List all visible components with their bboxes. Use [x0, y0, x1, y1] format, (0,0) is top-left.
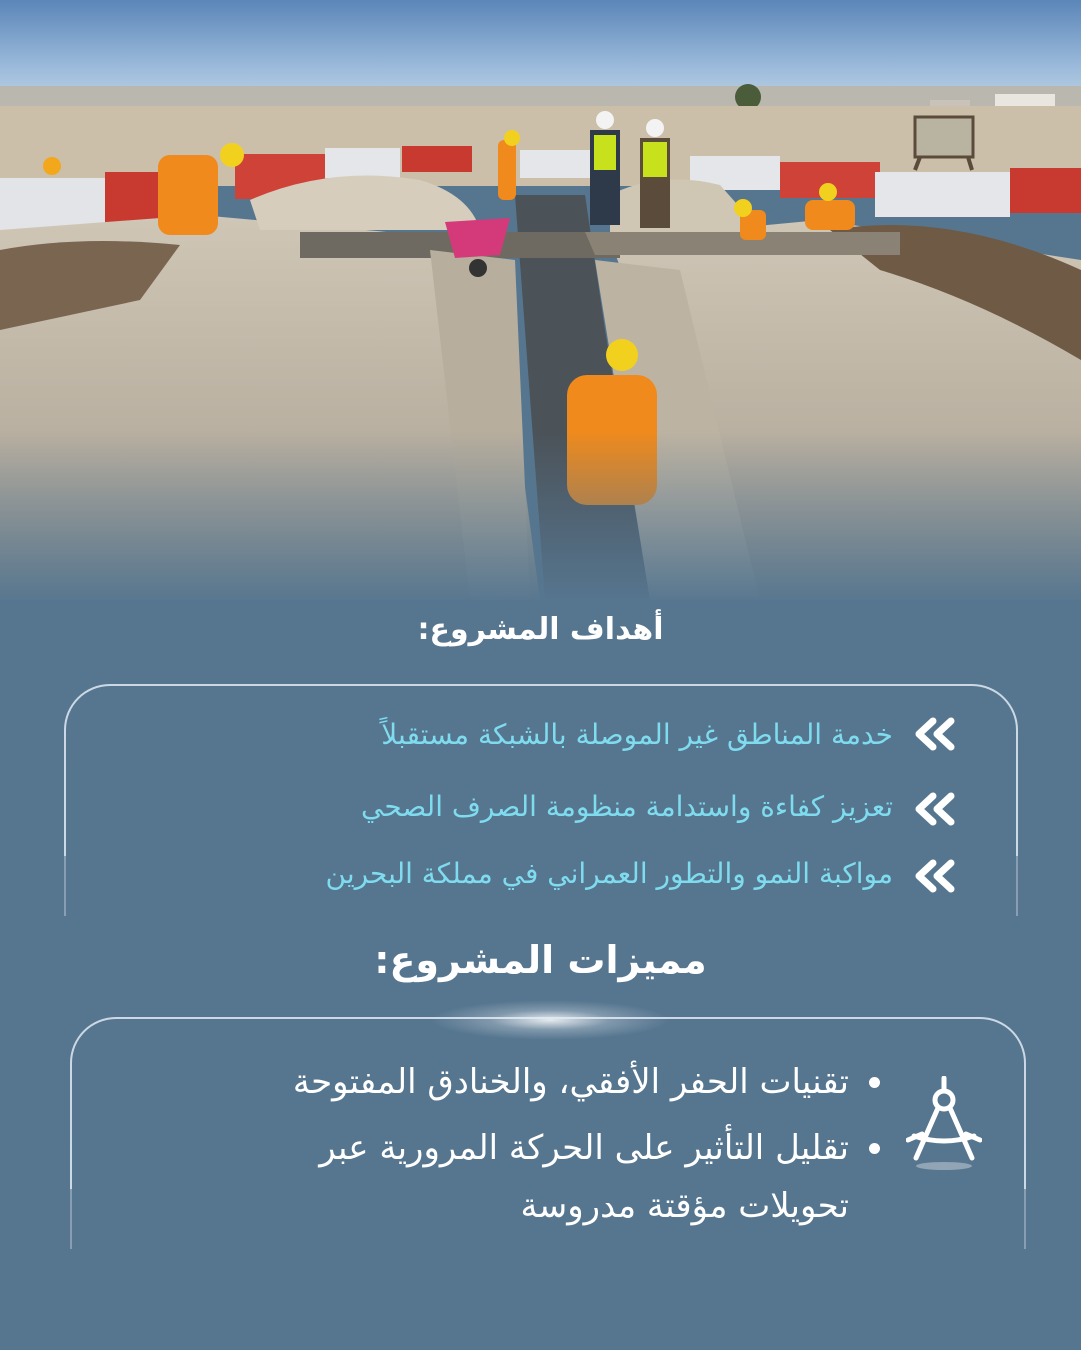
bullet-icon [869, 1077, 880, 1088]
features-heading: مميزات المشروع: [374, 938, 707, 982]
goal-item: مواكبة النمو والتطور العمراني في مملكة البحرين [325, 857, 893, 890]
goals-heading: أهداف المشروع: [417, 612, 664, 647]
drafting-compass-icon [906, 1076, 982, 1172]
goals-panel [64, 684, 1018, 856]
goal-item: خدمة المناطق غير الموصلة بالشبكة مستقبلاً [381, 718, 893, 751]
goal-item: تعزيز كفاءة واستدامة منظومة الصرف الصحي [360, 790, 893, 823]
bullet-icon [869, 1143, 880, 1154]
feature-item: تقليل التأثير على الحركة المرورية عبر تحويلات مؤقتة مدروسة [319, 1128, 849, 1226]
double-chevron-icon [913, 717, 957, 751]
double-chevron-icon [913, 859, 957, 893]
feature-item: تقنيات الحفر الأفقي، والخنادق المفتوحة [292, 1062, 849, 1102]
double-chevron-icon [913, 792, 957, 826]
photo-fade-overlay [0, 430, 1081, 605]
